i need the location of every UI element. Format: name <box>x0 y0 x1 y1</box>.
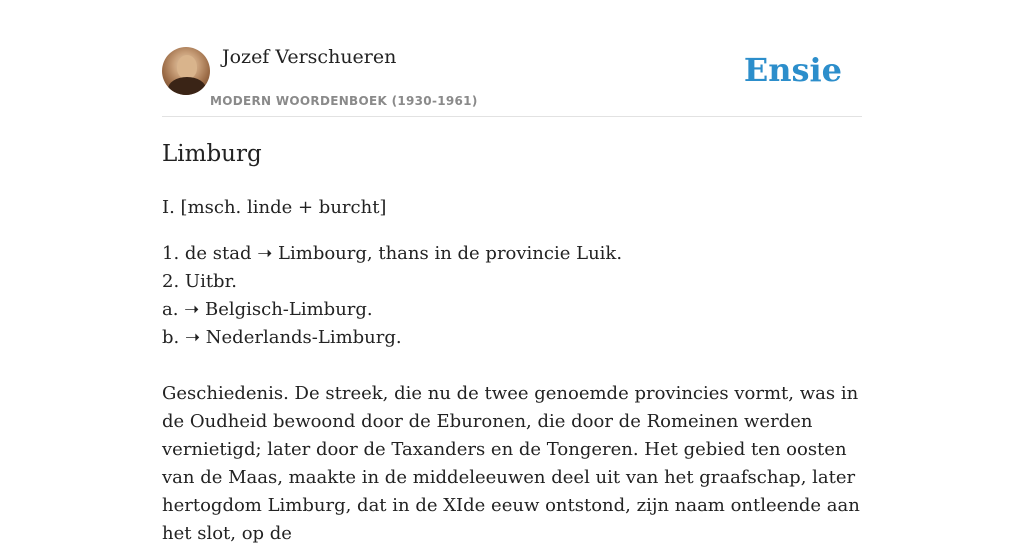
sense-line: 2. Uitbr. <box>162 271 237 292</box>
sense-line: 1. de stad ➝ Limbourg, thans in de provincie Luik. <box>162 243 623 264</box>
entry-title: Limburg <box>162 141 262 167</box>
header <box>162 44 862 117</box>
author-name[interactable]: Jozef Verschueren <box>222 46 397 68</box>
brand-logo-link[interactable]: Ensie <box>743 51 842 89</box>
entry-history: Geschiedenis. De streek, die nu de twee genoemde provincies vormt, was in de Oudheid bewoond door de Eburonen, die door de Romeinen werden vernietigd; later door de Taxanders en de Tongeren. Het gebied ten oosten van de Maas, maakte in de middeleeuwen deel uit van het graafschap, later hertogdom Limburg, dat in de XIde eeuw ontstond, zijn naam ontleende aan het slot, op de <box>162 383 860 544</box>
avatar-head-shape <box>177 55 197 79</box>
entry-content <box>162 138 862 548</box>
entry-etymology: I. [msch. linde + burcht] <box>162 197 387 218</box>
sense-line: a. ➝ Belgisch-Limburg. <box>162 299 373 320</box>
author-avatar[interactable] <box>162 47 210 95</box>
source-name[interactable]: MODERN WOORDENBOEK (1930-1961) <box>210 94 478 108</box>
avatar-body-shape <box>168 77 206 95</box>
sense-line: b. ➝ Nederlands-Limburg. <box>162 327 402 348</box>
entry-senses <box>162 240 862 352</box>
